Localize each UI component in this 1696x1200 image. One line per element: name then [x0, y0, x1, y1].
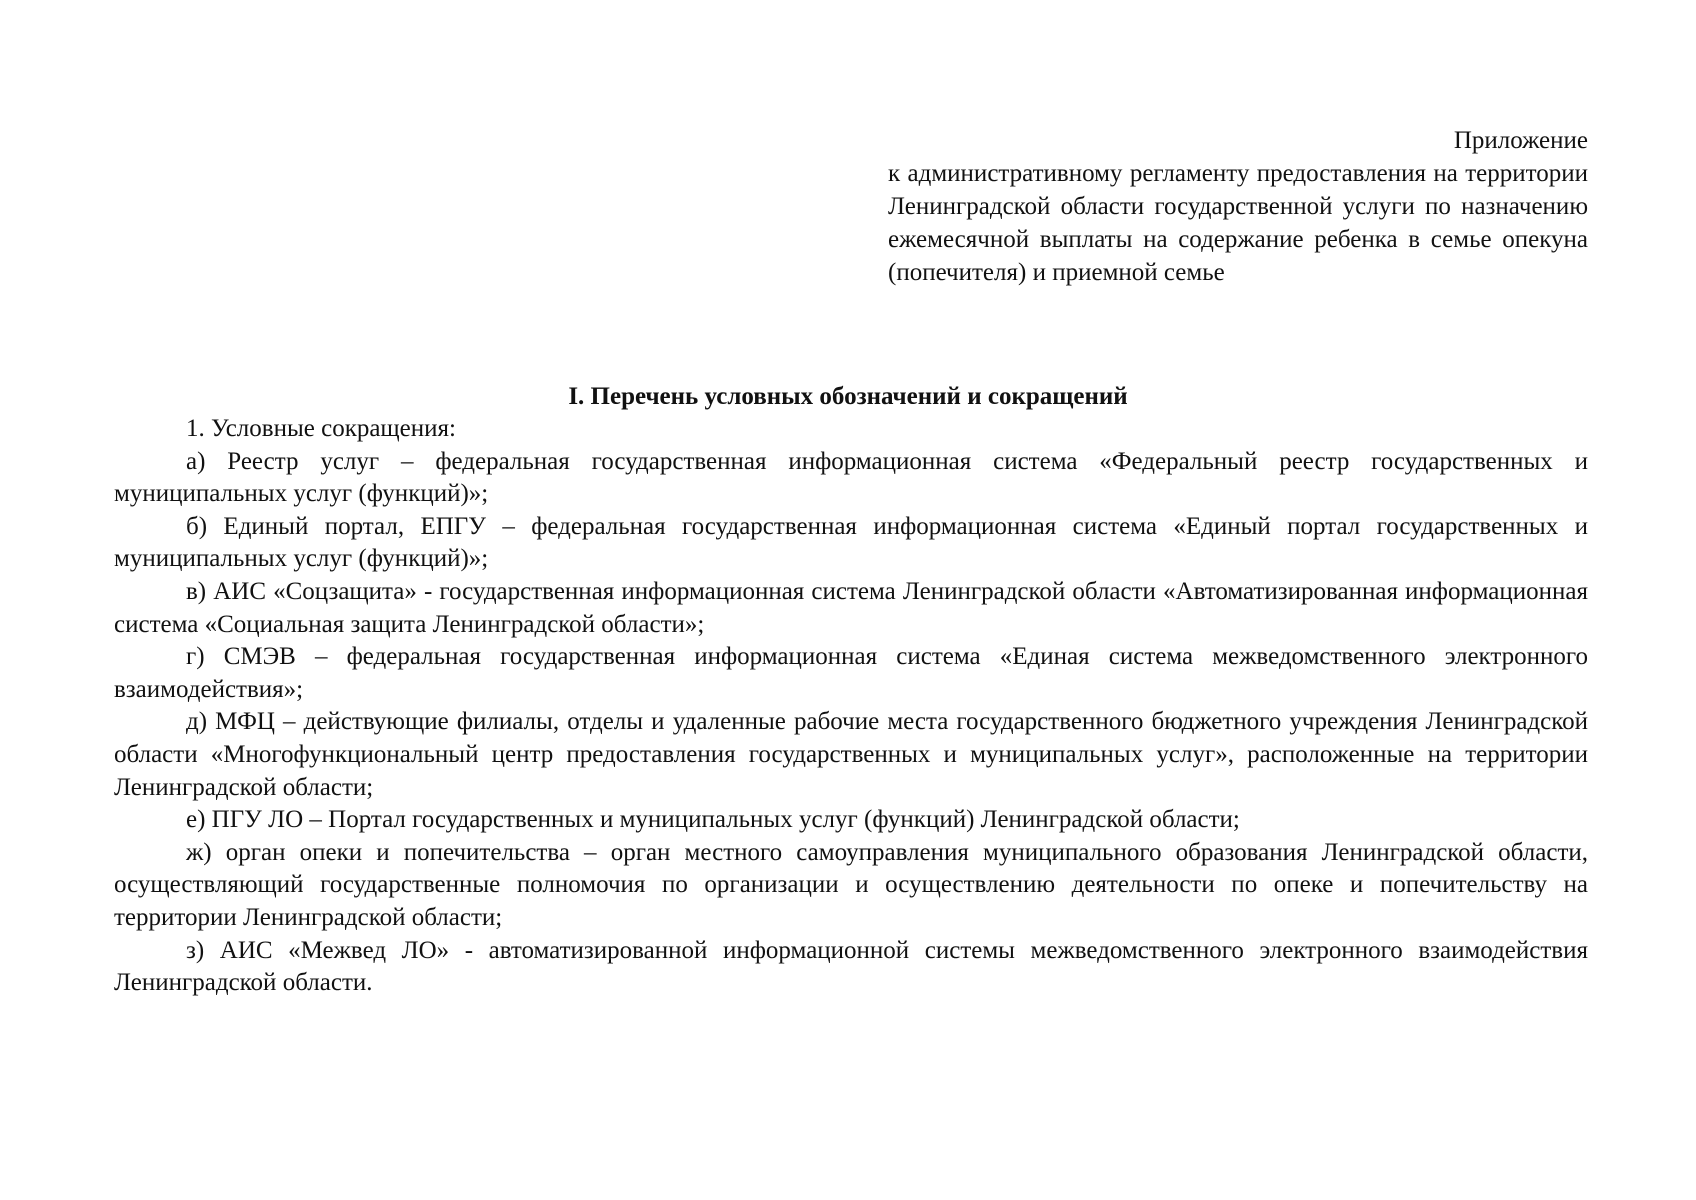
section-body: [114, 413, 1588, 1000]
appendix-block: [888, 124, 1588, 289]
appendix-text: к административному регламенту предоставления на территории Ленинградской области государственной услуги по назначению ежемесячной выплаты на содержание ребенка в семье опекуна (попечителя) и приемной семье: [888, 160, 1588, 286]
list-item-z: з) АИС «Межвед ЛО» - автоматизированной информационной системы межведомственного электронного взаимодействия Ленинградской области.: [114, 936, 1588, 997]
list-item-v: в) АИС «Соцзащита» - государственная информационная система Ленинградской области «Автоматизированная информационная система «Социальная защита Ленинградской области»;: [114, 577, 1588, 638]
list-item-g: г) СМЭВ – федеральная государственная информационная система «Единая система межведомственного электронного взаимодействия»;: [114, 643, 1588, 703]
list-item-b: б) Единый портал, ЕПГУ – федеральная государственная информационная система «Единый портал государственных и муниципальных услуг (функций)»;: [114, 512, 1588, 573]
list-item-zh: ж) орган опеки и попечительства – орган местного самоуправления муниципального образования Ленинградской области, осуществляющий государственные полномочия по организации и осуществлению деятельности по опеке и попечительству на территории Ленинградской области;: [114, 838, 1588, 931]
appendix-title: Приложение: [1453, 127, 1588, 154]
subsection-heading: 1. Условные сокращения:: [186, 415, 456, 442]
list-item-a: а) Реестр услуг – федеральная государственная информационная система «Федеральный реестр государственных и муниципальных услуг (функций)»;: [114, 447, 1588, 508]
list-item-d: д) МФЦ – действующие филиалы, отделы и удаленные рабочие места государственного бюджетного учреждения Ленинградской области «Многофункциональный центр предоставления государственных и муниципальных услуг», расположенные на территории Ленинградской области;: [114, 708, 1588, 801]
list-item-e: е) ПГУ ЛО – Портал государственных и муниципальных услуг (функций) Ленинградской области;: [186, 806, 1240, 834]
section-heading: I. Перечень условных обозначений и сокращений: [568, 383, 1128, 410]
